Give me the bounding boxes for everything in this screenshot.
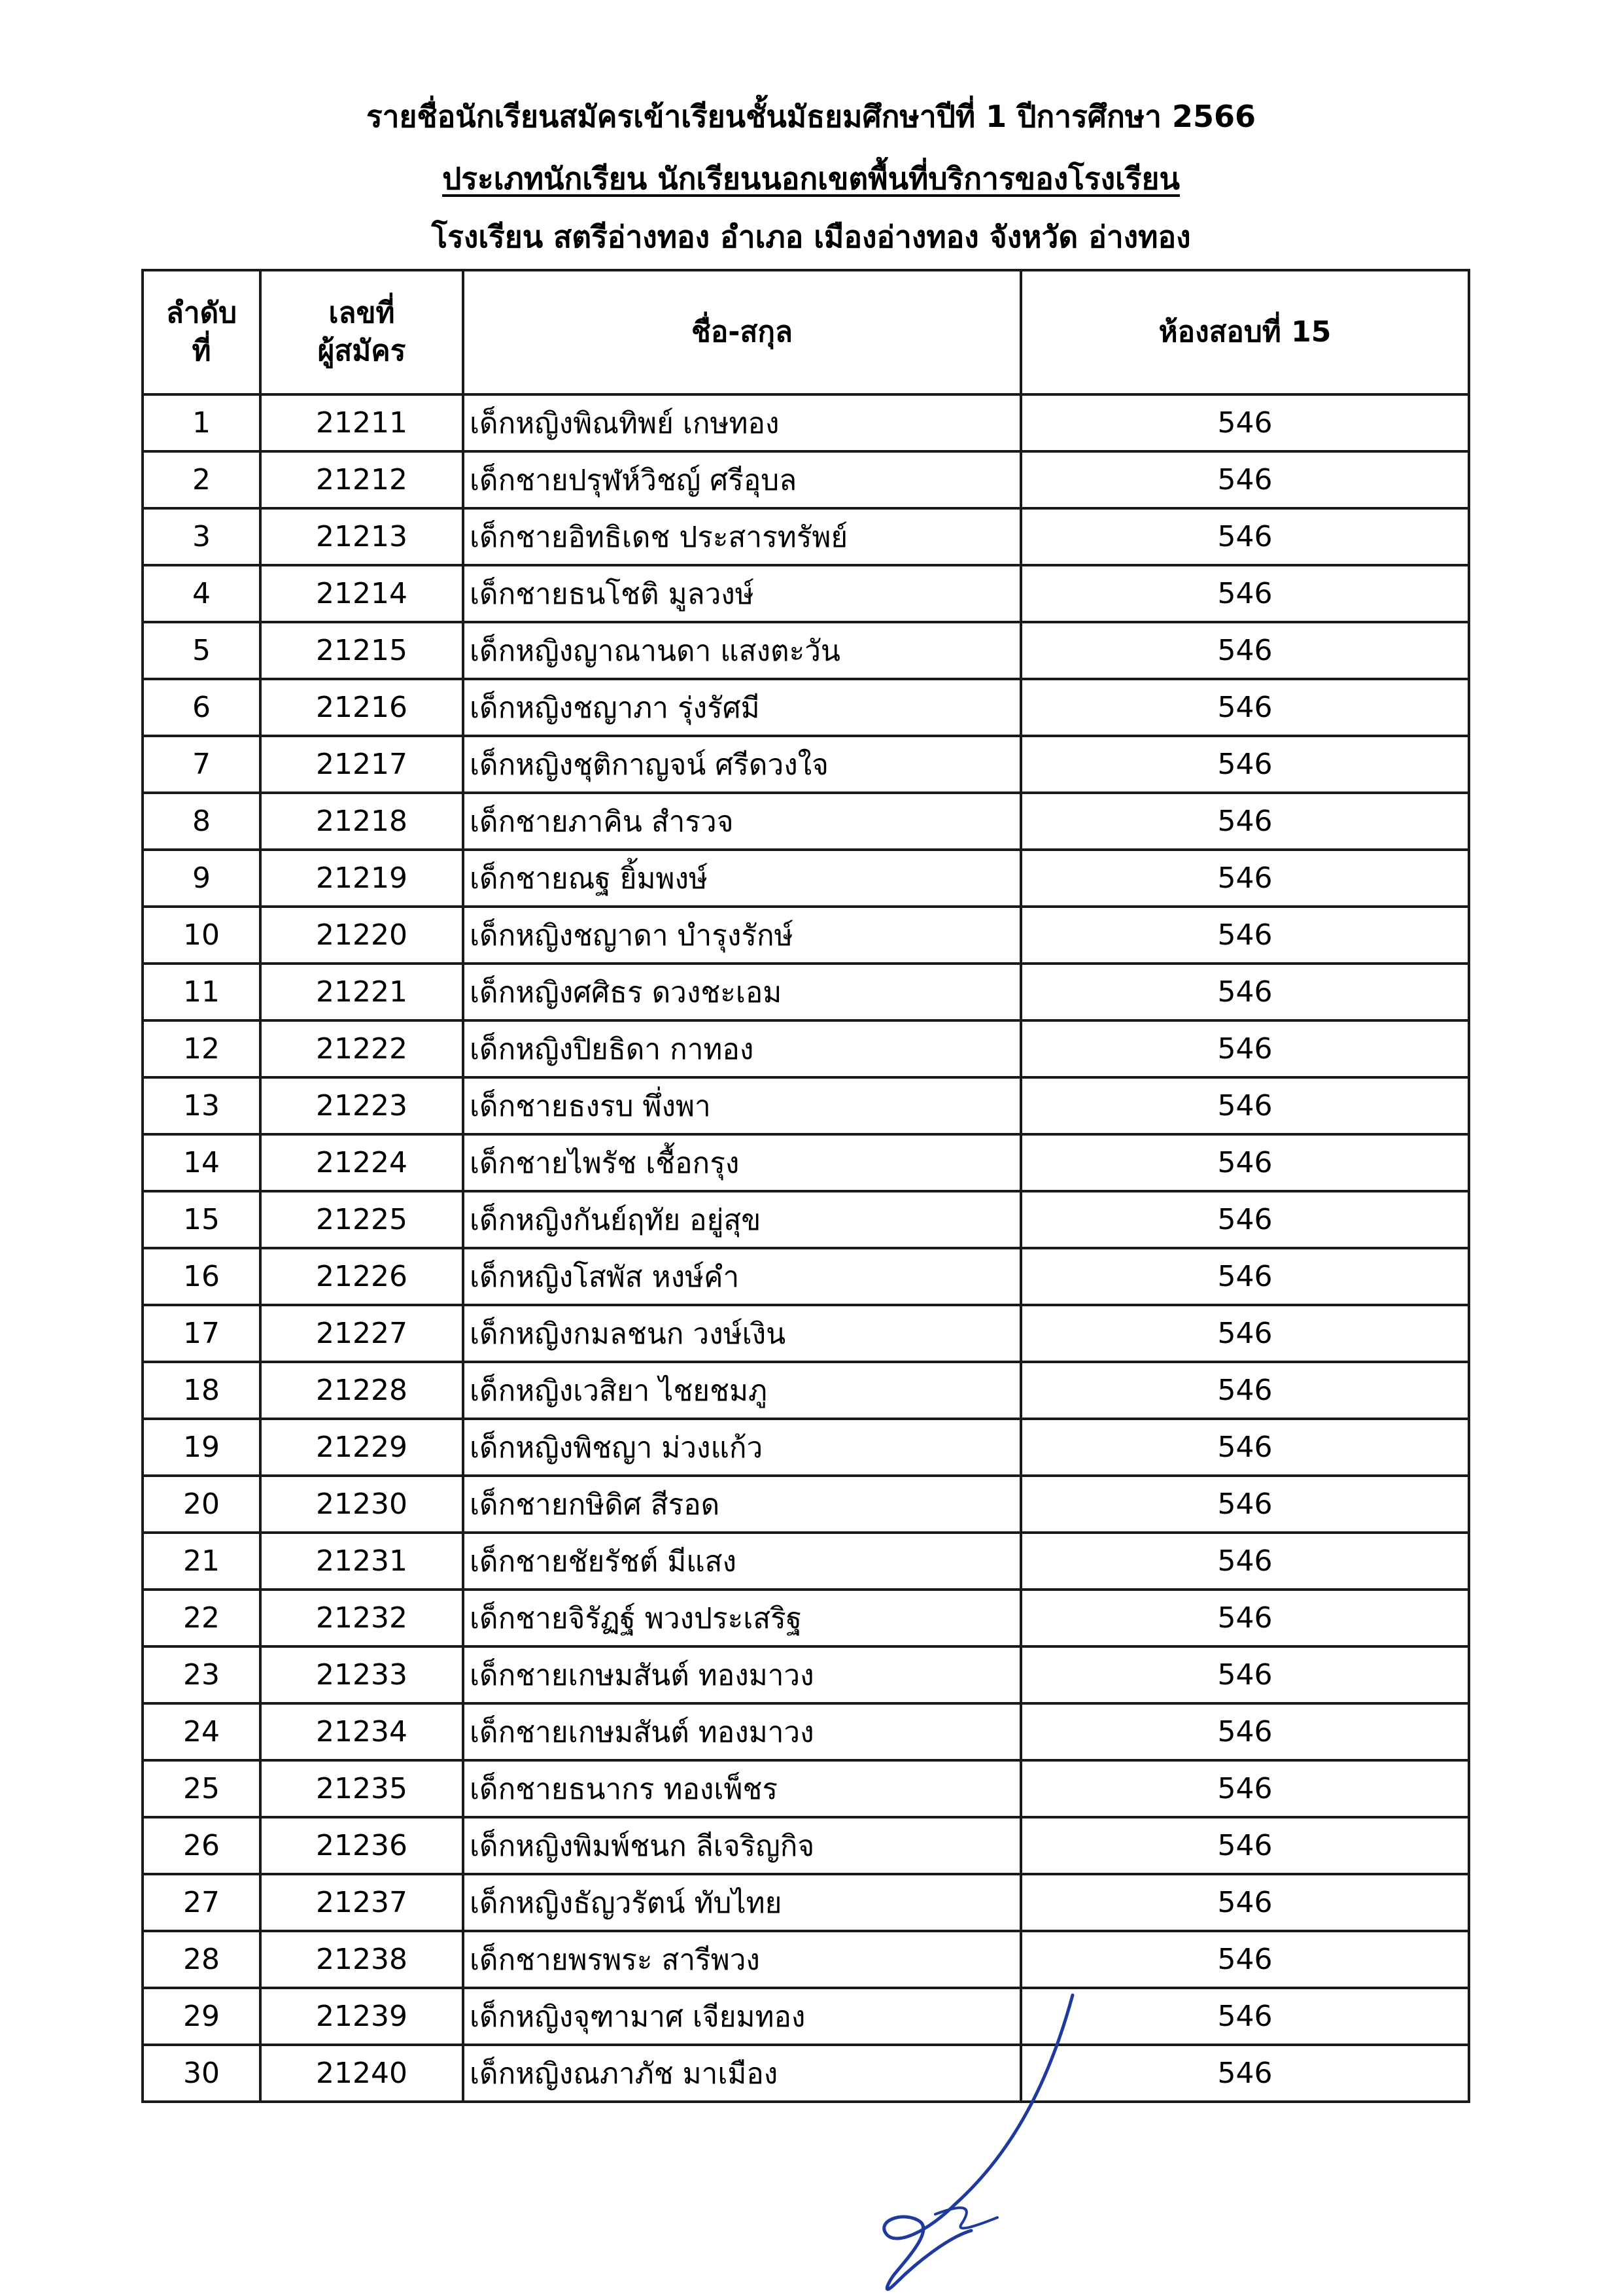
table-row (143, 1533, 1469, 1590)
exam-room-cell: 546 (1021, 907, 1469, 964)
order-cell: 29 (143, 1988, 260, 2045)
applicant-number-cell: 21235 (260, 1760, 463, 1817)
student-name-cell: เด็กหญิงเวสิยา ไชยชมภู (463, 1362, 1021, 1419)
applicant-number-cell: 21228 (260, 1362, 463, 1419)
table-row (143, 394, 1469, 451)
exam-room-cell: 546 (1021, 1533, 1469, 1590)
exam-room-cell: 546 (1021, 1817, 1469, 1874)
table-row (143, 1931, 1469, 1988)
applicant-number-cell: 21229 (260, 1419, 463, 1476)
table-row (143, 508, 1469, 565)
applicant-number-cell: 21220 (260, 907, 463, 964)
applicant-number-cell: 21212 (260, 451, 463, 508)
student-name-cell: เด็กหญิงณภาภัช มาเมือง (463, 2045, 1021, 2102)
applicant-number-cell: 21232 (260, 1590, 463, 1646)
exam-room-cell: 546 (1021, 736, 1469, 793)
order-cell: 14 (143, 1134, 260, 1191)
column-header-applicant-line1: เลขที่ (328, 296, 395, 330)
student-name-cell: เด็กหญิงญาณานดา แสงตะวัน (463, 622, 1021, 679)
student-category-line: ประเภทนักเรียน นักเรียนนอกเขตพื้นที่บริการของโรงเรียน (442, 161, 1180, 196)
applicant-number-cell: 21234 (260, 1703, 463, 1760)
student-name-cell: เด็กหญิงชญาภา รุ่งรัศมี (463, 679, 1021, 736)
exam-room-cell: 546 (1021, 1305, 1469, 1362)
exam-room-cell: 546 (1021, 1362, 1469, 1419)
order-cell: 24 (143, 1703, 260, 1760)
exam-room-cell: 546 (1021, 1646, 1469, 1703)
student-name-cell: เด็กหญิงพิมพ์ชนก ลีเจริญกิจ (463, 1817, 1021, 1874)
applicant-number-cell: 21213 (260, 508, 463, 565)
column-header-order (143, 270, 260, 394)
student-name-cell: เด็กชายเกษมสันต์ ทองมาวง (463, 1646, 1021, 1703)
student-name-cell: เด็กชายภาคิน สำรวจ (463, 793, 1021, 850)
exam-room-cell: 546 (1021, 1191, 1469, 1248)
table-row (143, 907, 1469, 964)
table-row (143, 1874, 1469, 1931)
order-cell: 17 (143, 1305, 260, 1362)
exam-room-cell: 546 (1021, 1874, 1469, 1931)
signature-stroke-tail (935, 2208, 997, 2228)
document-title: รายชื่อนักเรียนสมัครเข้าเรียนชั้นมัธยมศึกษาปีที่ 1 ปีการศึกษา 2566 (366, 99, 1256, 134)
table-body (143, 394, 1469, 2102)
applicant-number-cell: 21231 (260, 1533, 463, 1590)
table-row (143, 1020, 1469, 1077)
order-cell: 3 (143, 508, 260, 565)
table-row (143, 850, 1469, 907)
exam-room-cell: 546 (1021, 1020, 1469, 1077)
exam-room-cell: 546 (1021, 565, 1469, 622)
column-header-applicant-number (260, 270, 463, 394)
applicant-number-cell: 21225 (260, 1191, 463, 1248)
applicant-number-cell: 21211 (260, 394, 463, 451)
table-row (143, 1077, 1469, 1134)
applicant-number-cell: 21219 (260, 850, 463, 907)
exam-room-cell: 546 (1021, 1988, 1469, 2045)
exam-room-cell: 546 (1021, 1931, 1469, 1988)
exam-room-cell: 546 (1021, 1077, 1469, 1134)
table-row (143, 1419, 1469, 1476)
applicant-number-cell: 21216 (260, 679, 463, 736)
table-row (143, 2045, 1469, 2102)
applicant-number-cell: 21224 (260, 1134, 463, 1191)
applicant-number-cell: 21215 (260, 622, 463, 679)
applicant-number-cell: 21221 (260, 964, 463, 1020)
exam-room-cell: 546 (1021, 622, 1469, 679)
table-row (143, 1988, 1469, 2045)
order-cell: 11 (143, 964, 260, 1020)
exam-room-cell: 546 (1021, 1760, 1469, 1817)
student-name-cell: เด็กหญิงกมลชนก วงษ์เงิน (463, 1305, 1021, 1362)
order-cell: 28 (143, 1931, 260, 1988)
order-cell: 6 (143, 679, 260, 736)
table-row (143, 1191, 1469, 1248)
order-cell: 20 (143, 1476, 260, 1533)
student-name-cell: เด็กหญิงชุติกาญจน์ ศรีดวงใจ (463, 736, 1021, 793)
student-name-cell: เด็กหญิงกันย์ฤทัย อยู่สุข (463, 1191, 1021, 1248)
signature (857, 1989, 1079, 2296)
order-cell: 23 (143, 1646, 260, 1703)
student-name-cell: เด็กหญิงพิณทิพย์ เกษทอง (463, 394, 1021, 451)
table-row (143, 964, 1469, 1020)
exam-room-cell: 546 (1021, 1590, 1469, 1646)
applicant-number-cell: 21226 (260, 1248, 463, 1305)
table-row (143, 793, 1469, 850)
exam-room-cell: 546 (1021, 850, 1469, 907)
column-header-exam-room: ห้องสอบที่ 15 (1021, 270, 1469, 394)
table-row (143, 1703, 1469, 1760)
exam-room-cell: 546 (1021, 2045, 1469, 2102)
table-row (143, 1476, 1469, 1533)
table-row (143, 679, 1469, 736)
table-row (143, 565, 1469, 622)
applicant-number-cell: 21236 (260, 1817, 463, 1874)
student-name-cell: เด็กหญิงศศิธร ดวงชะเอม (463, 964, 1021, 1020)
applicant-number-cell: 21239 (260, 1988, 463, 2045)
student-name-cell: เด็กชายธงรบ พึ่งพา (463, 1077, 1021, 1134)
exam-room-cell: 546 (1021, 1476, 1469, 1533)
exam-room-cell: 546 (1021, 1419, 1469, 1476)
table-row (143, 1134, 1469, 1191)
exam-room-cell: 546 (1021, 508, 1469, 565)
order-cell: 22 (143, 1590, 260, 1646)
table-row (143, 1248, 1469, 1305)
column-header-order-line2: ที่ (192, 334, 211, 368)
student-name-cell: เด็กชายพรพระ สารีพวง (463, 1931, 1021, 1988)
order-cell: 1 (143, 394, 260, 451)
order-cell: 13 (143, 1077, 260, 1134)
order-cell: 27 (143, 1874, 260, 1931)
applicant-number-cell: 21233 (260, 1646, 463, 1703)
applicant-number-cell: 21240 (260, 2045, 463, 2102)
order-cell: 7 (143, 736, 260, 793)
student-name-cell: เด็กหญิงพิชญา ม่วงแก้ว (463, 1419, 1021, 1476)
table-row (143, 1646, 1469, 1703)
exam-room-cell: 546 (1021, 1248, 1469, 1305)
student-name-cell: เด็กชายปรุฬห์วิชญ์ ศรีอุบล (463, 451, 1021, 508)
order-cell: 21 (143, 1533, 260, 1590)
exam-room-cell: 546 (1021, 964, 1469, 1020)
column-header-name: ชื่อ-สกุล (463, 270, 1021, 394)
order-cell: 5 (143, 622, 260, 679)
order-cell: 26 (143, 1817, 260, 1874)
table-row (143, 736, 1469, 793)
order-cell: 2 (143, 451, 260, 508)
exam-room-cell: 546 (1021, 1134, 1469, 1191)
signature-stroke (884, 1995, 1073, 2289)
table-header-row (143, 270, 1469, 394)
order-cell: 25 (143, 1760, 260, 1817)
table-row (143, 622, 1469, 679)
student-name-cell: เด็กหญิงธัญวรัตน์ ทับไทย (463, 1874, 1021, 1931)
student-name-cell: เด็กชายจิรัฏฐ์ พวงประเสริฐ (463, 1590, 1021, 1646)
table-row (143, 1590, 1469, 1646)
order-cell: 30 (143, 2045, 260, 2102)
applicant-table (141, 269, 1470, 2103)
student-name-cell: เด็กหญิงปิยธิดา กาทอง (463, 1020, 1021, 1077)
applicant-number-cell: 21218 (260, 793, 463, 850)
order-cell: 8 (143, 793, 260, 850)
exam-room-cell: 546 (1021, 793, 1469, 850)
applicant-number-cell: 21227 (260, 1305, 463, 1362)
applicant-number-cell: 21222 (260, 1020, 463, 1077)
order-cell: 12 (143, 1020, 260, 1077)
order-cell: 4 (143, 565, 260, 622)
student-name-cell: เด็กชายกษิดิศ สีรอด (463, 1476, 1021, 1533)
student-name-cell: เด็กหญิงโสพัส หงษ์คำ (463, 1248, 1021, 1305)
order-cell: 19 (143, 1419, 260, 1476)
applicant-number-cell: 21237 (260, 1874, 463, 1931)
student-name-cell: เด็กชายณฐ ยิ้มพงษ์ (463, 850, 1021, 907)
order-cell: 18 (143, 1362, 260, 1419)
student-name-cell: เด็กหญิงชญาดา บำรุงรักษ์ (463, 907, 1021, 964)
order-cell: 16 (143, 1248, 260, 1305)
applicant-number-cell: 21217 (260, 736, 463, 793)
order-cell: 10 (143, 907, 260, 964)
student-name-cell: เด็กชายอิทธิเดช ประสารทรัพย์ (463, 508, 1021, 565)
order-cell: 15 (143, 1191, 260, 1248)
column-header-order-line1: ลำดับ (165, 296, 237, 330)
order-cell: 9 (143, 850, 260, 907)
student-name-cell: เด็กชายธนากร ทองเพ็ชร (463, 1760, 1021, 1817)
table-row (143, 1305, 1469, 1362)
column-header-applicant-line2: ผู้สมัคร (317, 334, 406, 368)
applicant-number-cell: 21223 (260, 1077, 463, 1134)
table-row (143, 1362, 1469, 1419)
exam-room-cell: 546 (1021, 394, 1469, 451)
exam-room-cell: 546 (1021, 1703, 1469, 1760)
student-name-cell: เด็กชายไพรัช เชื้อกรุง (463, 1134, 1021, 1191)
table-row (143, 451, 1469, 508)
student-name-cell: เด็กชายชัยรัชต์ มีแสง (463, 1533, 1021, 1590)
applicant-number-cell: 21230 (260, 1476, 463, 1533)
table-row (143, 1817, 1469, 1874)
applicant-number-cell: 21238 (260, 1931, 463, 1988)
school-location-line: โรงเรียน สตรีอ่างทอง อำเภอ เมืองอ่างทอง จังหวัด อ่างทอง (431, 219, 1191, 254)
student-name-cell: เด็กชายธนโชติ มูลวงษ์ (463, 565, 1021, 622)
applicant-number-cell: 21214 (260, 565, 463, 622)
student-name-cell: เด็กชายเกษมสันต์ ทองมาวง (463, 1703, 1021, 1760)
exam-room-cell: 546 (1021, 679, 1469, 736)
exam-room-cell: 546 (1021, 451, 1469, 508)
table-row (143, 1760, 1469, 1817)
student-name-cell: เด็กหญิงจุฑามาศ เจียมทอง (463, 1988, 1021, 2045)
